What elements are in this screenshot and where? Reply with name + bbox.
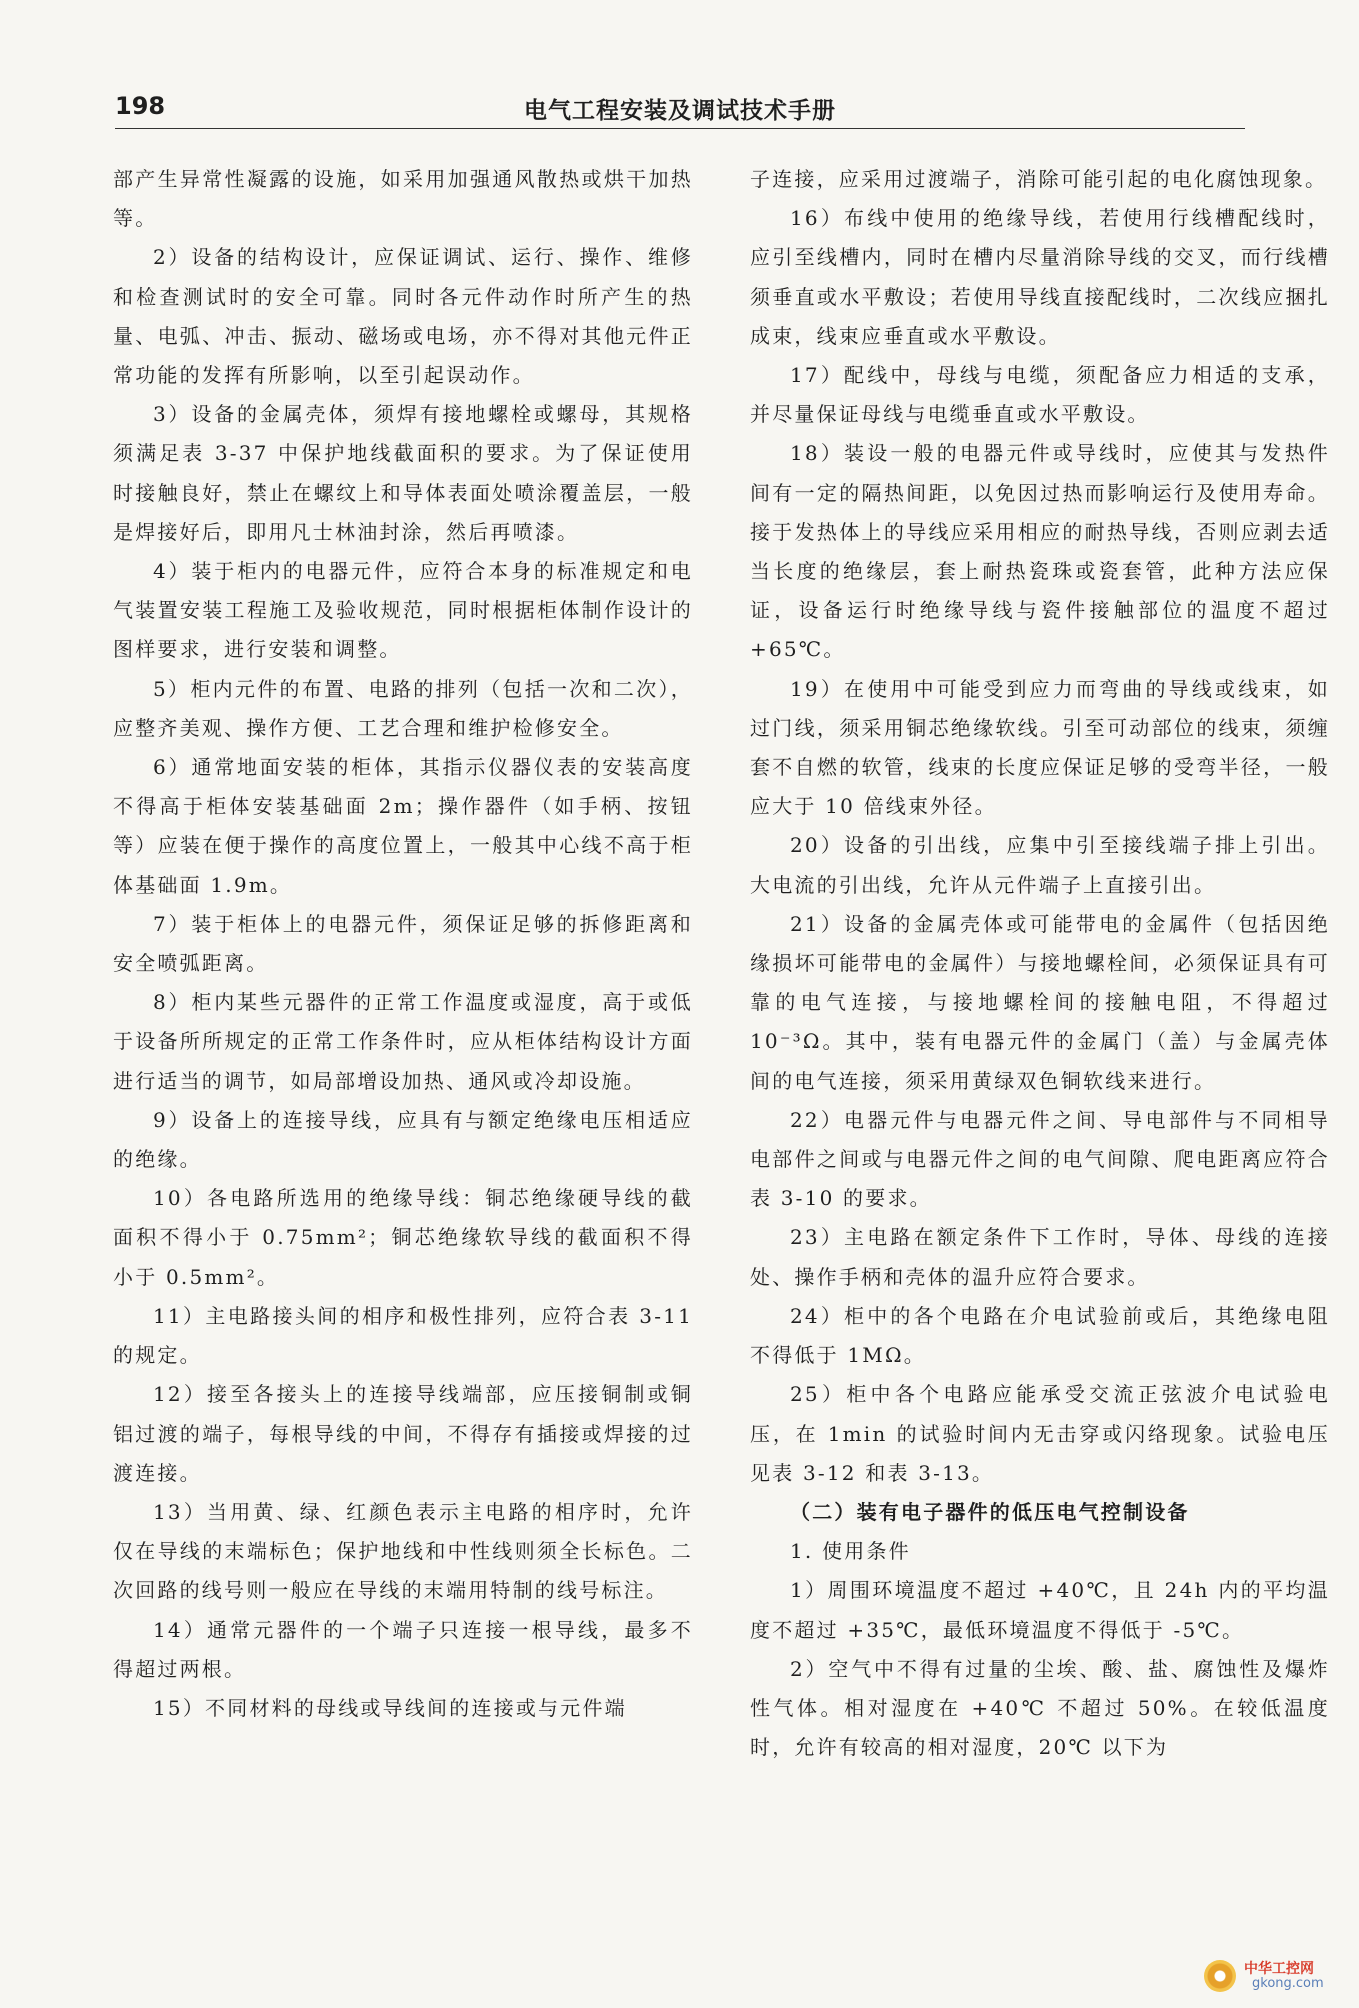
book-title: 电气工程安装及调试技术手册	[524, 98, 836, 124]
list-paragraph: 11）主电路接头间的相序和极性排列，应符合表 3-11 的规定。	[113, 1303, 693, 1368]
list-paragraph: 1. 使用条件	[790, 1539, 911, 1564]
list-paragraph: 22）电器元件与电器元件之间、导电部件与不同相导电部件之间或与电器元件之间的电气间隙、爬电距离应符合表 3-10 的要求。	[750, 1107, 1330, 1211]
list-paragraph: 5）柜内元件的布置、电路的排列（包括一次和二次），应整齐美观、操作方便、工艺合理和维护检修安全。	[113, 676, 693, 740]
watermark-domain: gkong.com	[1252, 1976, 1324, 1991]
page-number: 198	[115, 92, 166, 120]
running-header	[115, 92, 1245, 132]
right-column	[750, 160, 1330, 1767]
list-paragraph: 20）设备的引出线，应集中引至接线端子排上引出。大电流的引出线，允许从元件端子上直接引出。	[750, 833, 1330, 897]
continued-paragraph: 子连接，应采用过渡端子，消除可能引起的电化腐蚀现象。	[750, 167, 1328, 191]
list-paragraph: 16）布线中使用的绝缘导线，若使用行线槽配线时，应引至线槽内，同时在槽内尽量消除导线的交叉，而行线槽须垂直或水平敷设；若使用导线直接配线时，二次线应捆扎成束，线束应垂直或水平敷设。	[750, 206, 1330, 348]
list-paragraph: 9）设备上的连接导线，应具有与额定绝缘电压相适应的绝缘。	[113, 1107, 693, 1172]
list-paragraph: 17）配线中，母线与电缆，须配备应力相适的支承，并尽量保证母线与电缆垂直或水平敷设。	[750, 363, 1330, 427]
list-paragraph: 4）装于柜内的电器元件，应符合本身的标准规定和电气装置安装工程施工及验收规范，同时根据柜体制作设计的图样要求，进行安装和调整。	[113, 559, 693, 662]
list-paragraph: 12）接至各接头上的连接导线端部，应压接铜制或铜铝过渡的端子，每根导线的中间，不得存有插接或焊接的过渡连接。	[113, 1382, 693, 1485]
watermark-name: 中华工控网	[1244, 1961, 1314, 1977]
list-paragraph: 15）不同材料的母线或导线间的连接或与元件端	[153, 1695, 627, 1720]
list-paragraph: 2）空气中不得有过量的尘埃、酸、盐、腐蚀性及爆炸性气体。相对湿度在 +40℃ 不超过 50%。在较低温度时，允许有较高的相对湿度，20℃ 以下为	[750, 1656, 1330, 1760]
list-paragraph: 2）设备的结构设计，应保证调试、运行、操作、维修和检查测试时的安全可靠。同时各元件动作时所产生的热量、电弧、冲击、振动、磁场或电场，亦不得对其他元件正常功能的发挥有所影响，以至引起误动作。	[113, 245, 693, 388]
continued-paragraph: 部产生异常性凝露的设施，如采用加强通风散热或烘干加热等。	[113, 167, 693, 231]
gear-logo-icon	[1204, 1960, 1236, 1992]
list-paragraph: 25）柜中各个电路应能承受交流正弦波介电试验电压，在 1min 的试验时间内无击穿或闪络现象。试验电压见表 3-12 和表 3-13。	[750, 1382, 1330, 1485]
list-paragraph: 21）设备的金属壳体或可能带电的金属件（包括因绝缘损坏可能带电的金属件）与接地螺栓间，必须保证具有可靠的电气连接，与接地螺栓间的接触电阻，不得超过 10⁻³Ω。其中，装有电器元件的金属门（盖）与金属壳体间的电气连接，须采用黄绿双色铜软线来进行。	[750, 911, 1330, 1093]
list-paragraph: 3）设备的金属壳体，须焊有接地螺栓或螺母，其规格须满足表 3-37 中保护地线截面积的要求。为了保证使用时接触良好，禁止在螺纹上和导体表面处喷涂覆盖层，一般是焊接好后，即用凡士林油封涂，然后再喷漆。	[113, 402, 693, 544]
list-paragraph: 19）在使用中可能受到应力而弯曲的导线或线束，如过门线，须采用铜芯绝缘软线。引至可动部位的线束，须缠套不自燃的软管，线束的长度应保证足够的受弯半径，一般应大于 10 倍线束外径。	[750, 676, 1330, 819]
list-paragraph: 13）当用黄、绿、红颜色表示主电路的相序时，允许仅在导线的末端标色；保护地线和中性线则须全长标色。二次回路的线号则一般应在导线的末端用特制的线号标注。	[113, 1499, 693, 1603]
list-paragraph: 6）通常地面安装的柜体，其指示仪器仪表的安装高度不得高于柜体安装基础面 2m；操作器件（如手柄、按钮等）应装在便于操作的高度位置上，一般其中心线不高于柜体基础面 1.9m。	[113, 755, 693, 897]
list-paragraph: 7）装于柜体上的电器元件，须保证足够的拆修距离和安全喷弧距离。	[113, 911, 693, 976]
section-heading: （二）装有电子器件的低压电气控制设备	[790, 1499, 1190, 1524]
header-rule	[115, 128, 1245, 129]
left-column	[113, 160, 693, 1728]
list-paragraph: 10）各电路所选用的绝缘导线：铜芯绝缘硬导线的截面积不得小于 0.75mm²；铜芯绝缘软导线的截面积不得小于 0.5mm²。	[113, 1186, 693, 1289]
list-paragraph: 1）周围环境温度不超过 +40℃，且 24h 内的平均温度不超过 +35℃，最低环境温度不得低于 -5℃。	[750, 1578, 1330, 1642]
list-paragraph: 14）通常元器件的一个端子只连接一根导线，最多不得超过两根。	[113, 1617, 693, 1681]
list-paragraph: 8）柜内某些元器件的正常工作温度或湿度，高于或低于设备所所规定的正常工作条件时，应从柜体结构设计方面进行适当的调节，如局部增设加热、通风或冷却设施。	[113, 990, 693, 1093]
site-watermark	[1204, 1956, 1339, 1996]
list-paragraph: 24）柜中的各个电路在介电试验前或后，其绝缘电阻不得低于 1MΩ。	[750, 1303, 1330, 1368]
list-paragraph: 18）装设一般的电器元件或导线时，应使其与发热件间有一定的隔热间距，以免因过热而影响运行及使用寿命。接于发热体上的导线应采用相应的耐热导线，否则应剥去适当长度的绝缘层，套上耐热瓷珠或瓷套管，此种方法应保证，设备运行时绝缘导线与瓷件接触部位的温度不超过 +65℃。	[750, 441, 1330, 662]
list-paragraph: 23）主电路在额定条件下工作时，导体、母线的连接处、操作手柄和壳体的温升应符合要求。	[750, 1225, 1330, 1289]
